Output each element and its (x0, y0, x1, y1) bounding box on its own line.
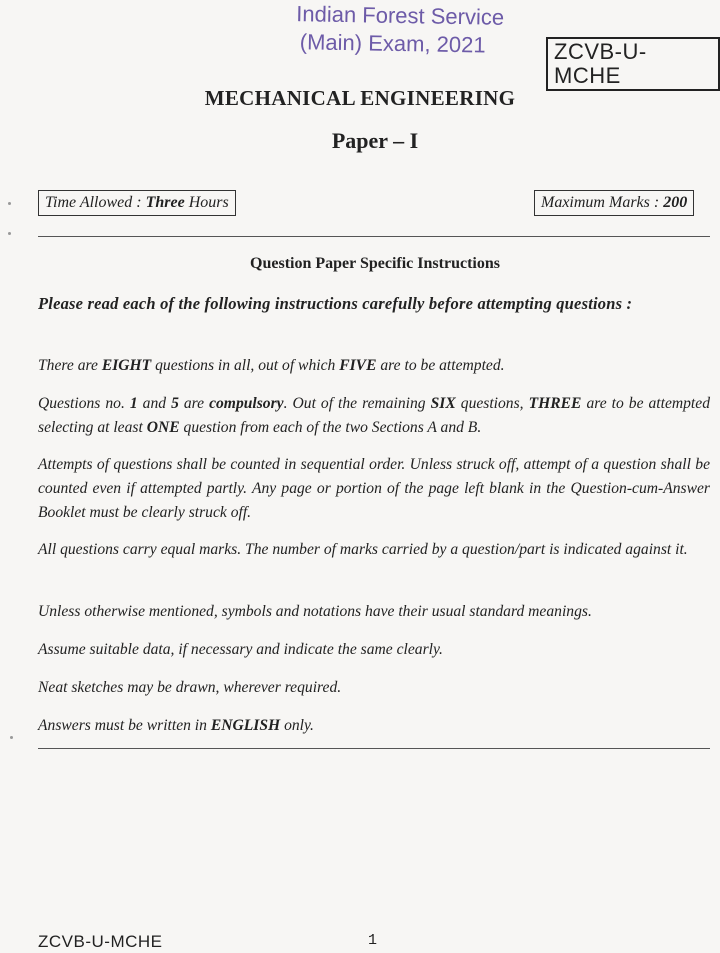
instruction-6: Assume suitable data, if necessary and indicate the same clearly. (38, 641, 443, 658)
instruction-5: Unless otherwise mentioned, symbols and notations have their usual standard meanings. (38, 603, 592, 620)
instruction-2: Questions no. 1 and 5 are compulsory. Out of the remaining SIX questions, THREE are to be attempted selecting at least ONE question from each of the two Sections A and B. (38, 395, 710, 436)
instructions-heading: Question Paper Specific Instructions (250, 255, 500, 272)
page-number: 1 (368, 932, 378, 949)
divider-bottom (38, 748, 710, 749)
paper-title: Paper – I (331, 128, 419, 153)
exam-stamp (296, 0, 505, 60)
footer-paper-code: ZCVB-U-MCHE (38, 932, 163, 951)
maximum-marks-value: 200 (663, 194, 688, 211)
paper-code: ZCVB-U-MCHE (546, 37, 720, 91)
margin-mark (8, 232, 11, 235)
time-allowed-label: Time Allowed : (45, 194, 142, 211)
maximum-marks-label: Maximum Marks : (541, 194, 660, 211)
stamp-line-2: (Main) Exam, 2021 (299, 29, 486, 58)
instruction-7: Neat sketches may be drawn, wherever required. (38, 679, 342, 696)
maximum-marks-box (534, 190, 694, 216)
instruction-8: Answers must be written in ENGLISH only. (38, 717, 314, 734)
instruction-3: Attempts of questions shall be counted in sequential order. Unless struck off, attempt of a question shall be counted even if attempted partly. Any page or portion of the page left blank in the Question-cum-Answer Booklet must be clearly struck off. (38, 456, 710, 521)
margin-mark (8, 202, 11, 205)
instruction-4: All questions carry equal marks. The number of marks carried by a question/part is indicated against it. (38, 541, 688, 558)
subject-title: MECHANICAL ENGINEERING (204, 86, 516, 110)
time-allowed-value: Three (145, 194, 185, 211)
divider-top (38, 236, 710, 237)
margin-mark (10, 736, 13, 739)
time-allowed-box (38, 190, 236, 216)
instructions-lead: Please read each of the following instructions carefully before attempting questions : (38, 294, 633, 313)
time-allowed-unit: Hours (188, 194, 229, 211)
instruction-1: There are EIGHT questions in all, out of which FIVE are to be attempted. (38, 357, 505, 374)
stamp-line-1: Indian Forest Service (296, 1, 505, 30)
